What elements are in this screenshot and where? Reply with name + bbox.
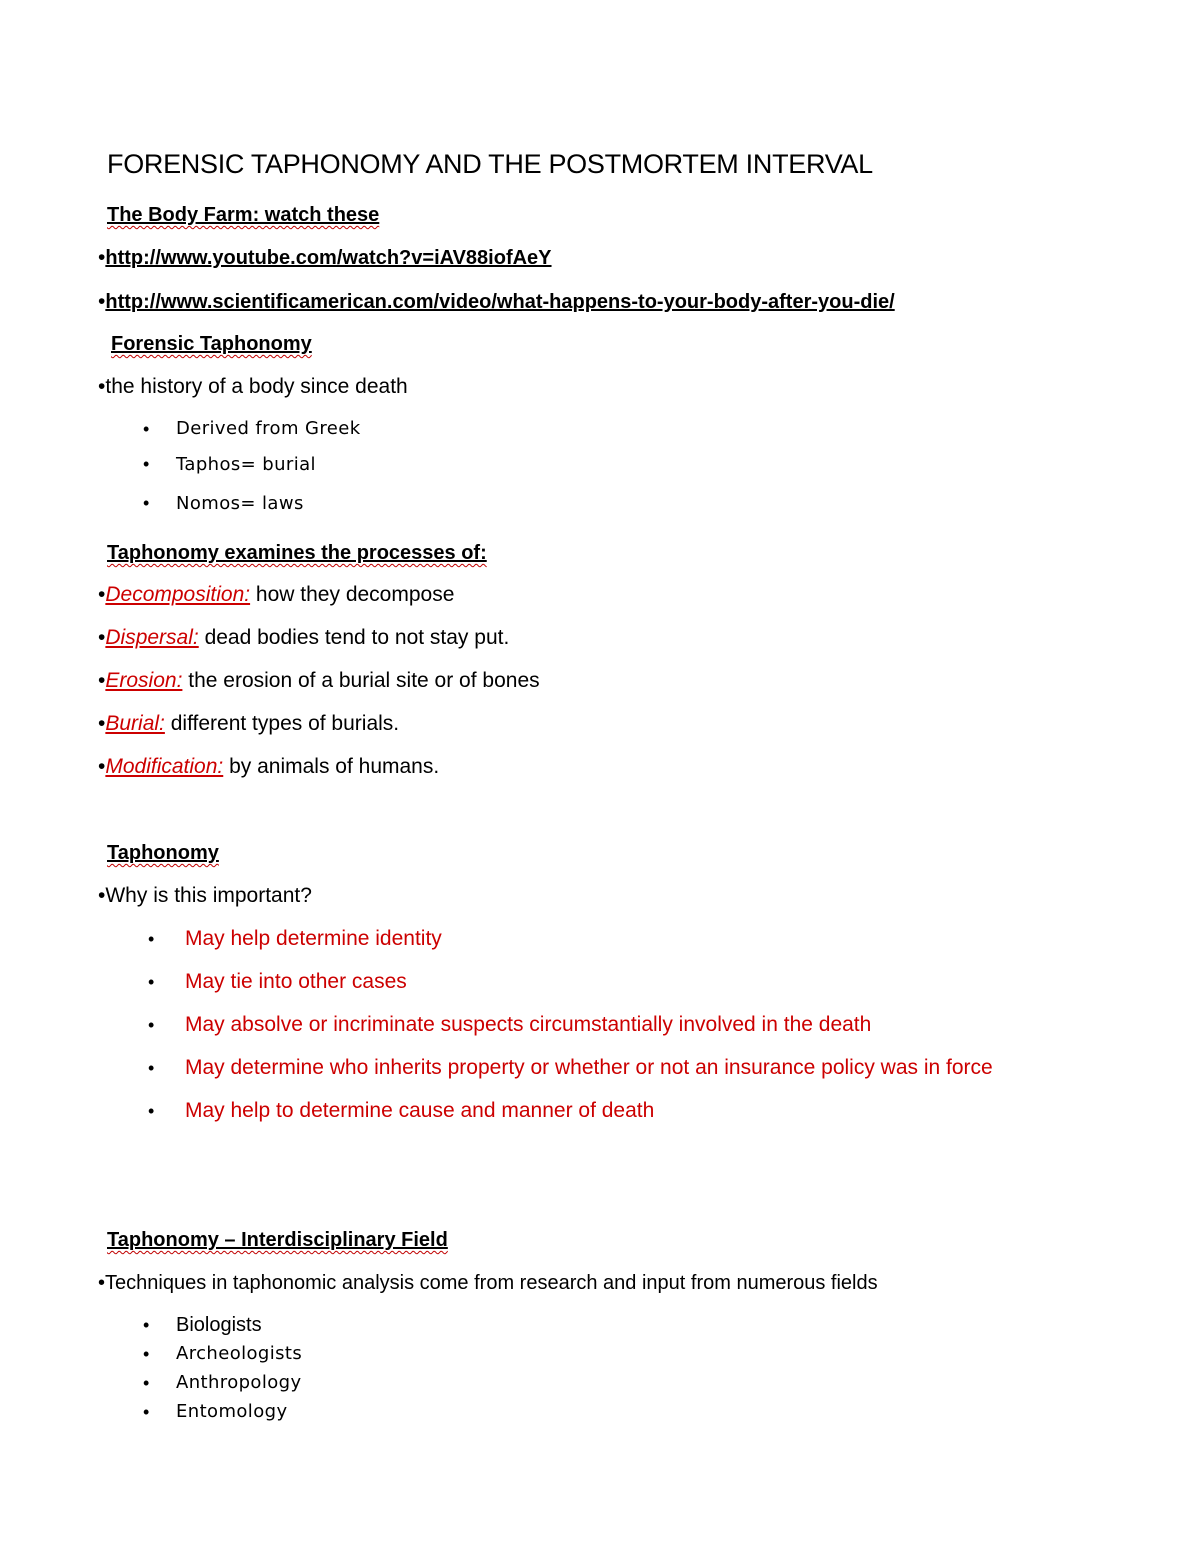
process-text: different types of burials. — [164, 712, 400, 735]
bullet: • — [98, 290, 106, 313]
sub-bullet: • — [148, 972, 155, 992]
section-heading-processes: Taphonomy examines the processes of: — [107, 542, 487, 564]
sub-bullet: • — [143, 1344, 150, 1364]
process-item-modification — [98, 754, 439, 780]
question-line — [98, 883, 312, 909]
process-item-decomposition — [98, 582, 454, 608]
question-text: Why is this important? — [105, 884, 312, 907]
importance-point: May determine who inherits property or whether or not an insurance policy was in force — [185, 1056, 993, 1079]
sub-bullet: • — [143, 493, 150, 513]
process-term: Erosion: — [105, 669, 183, 692]
page-title: FORENSIC TAPHONOMY AND THE POSTMORTEM INTERVAL — [107, 149, 873, 179]
field-item: Entomology — [176, 1401, 288, 1422]
bullet: • — [98, 669, 106, 692]
intro-line — [98, 1270, 878, 1296]
section-heading-interdisciplinary: Taphonomy – Interdisciplinary Field — [107, 1229, 448, 1251]
section-heading-forensic-taphonomy: Forensic Taphonomy — [111, 333, 312, 355]
sub-item-taphos: Taphos= burial — [176, 454, 316, 475]
process-text: by animals of humans. — [223, 755, 440, 778]
importance-point: May absolve or incriminate suspects circumstantially involved in the death — [185, 1013, 872, 1036]
intro-text: Techniques in taphonomic analysis come from research and input from numerous fields — [105, 1272, 878, 1294]
process-term: Burial: — [105, 712, 165, 735]
sub-item-nomos: Nomos= laws — [176, 493, 304, 514]
definition-line — [98, 374, 408, 400]
importance-point: May help determine identity — [185, 927, 442, 950]
bullet: • — [98, 246, 106, 269]
section-heading-body-farm: The Body Farm: watch these — [107, 204, 380, 226]
link-line-youtube — [98, 245, 552, 271]
youtube-link[interactable]: http://www.youtube.com/watch?v=iAV88iofAeY — [105, 247, 552, 269]
bullet: • — [98, 1272, 106, 1294]
sub-bullet: • — [148, 929, 155, 949]
bullet: • — [98, 375, 106, 398]
field-item: Biologists — [176, 1314, 262, 1336]
sub-bullet: • — [148, 1058, 155, 1078]
scientificamerican-link[interactable]: http://www.scientificamerican.com/video/what-happens-to-your-body-after-you-die/ — [105, 291, 895, 313]
process-text: how they decompose — [250, 583, 455, 606]
process-term: Modification: — [105, 755, 224, 778]
process-text: dead bodies tend to not stay put. — [198, 626, 510, 649]
importance-point: May help to determine cause and manner of death — [185, 1099, 655, 1122]
sub-bullet: • — [148, 1101, 155, 1121]
sub-bullet: • — [143, 1402, 150, 1422]
definition-text: the history of a body since death — [105, 375, 408, 398]
process-item-dispersal — [98, 625, 509, 651]
process-item-burial — [98, 711, 399, 737]
sub-bullet: • — [143, 419, 150, 439]
bullet: • — [98, 884, 106, 907]
link-line-scientificamerican — [98, 289, 895, 315]
sub-bullet: • — [143, 1315, 150, 1335]
process-term: Dispersal: — [105, 626, 199, 649]
bullet: • — [98, 755, 106, 778]
sub-bullet: • — [143, 1373, 150, 1393]
sub-item-derived: Derived from Greek — [176, 418, 361, 439]
process-item-erosion — [98, 668, 540, 694]
bullet: • — [98, 626, 106, 649]
sub-bullet: • — [143, 454, 150, 474]
process-term: Decomposition: — [105, 583, 251, 606]
process-text: the erosion of a burial site or of bones — [182, 669, 540, 692]
section-heading-taphonomy: Taphonomy — [107, 842, 219, 864]
sub-bullet: • — [148, 1015, 155, 1035]
bullet: • — [98, 583, 106, 606]
bullet: • — [98, 712, 106, 735]
importance-point: May tie into other cases — [185, 970, 407, 993]
field-item: Archeologists — [176, 1343, 303, 1364]
field-item: Anthropology — [176, 1372, 302, 1393]
